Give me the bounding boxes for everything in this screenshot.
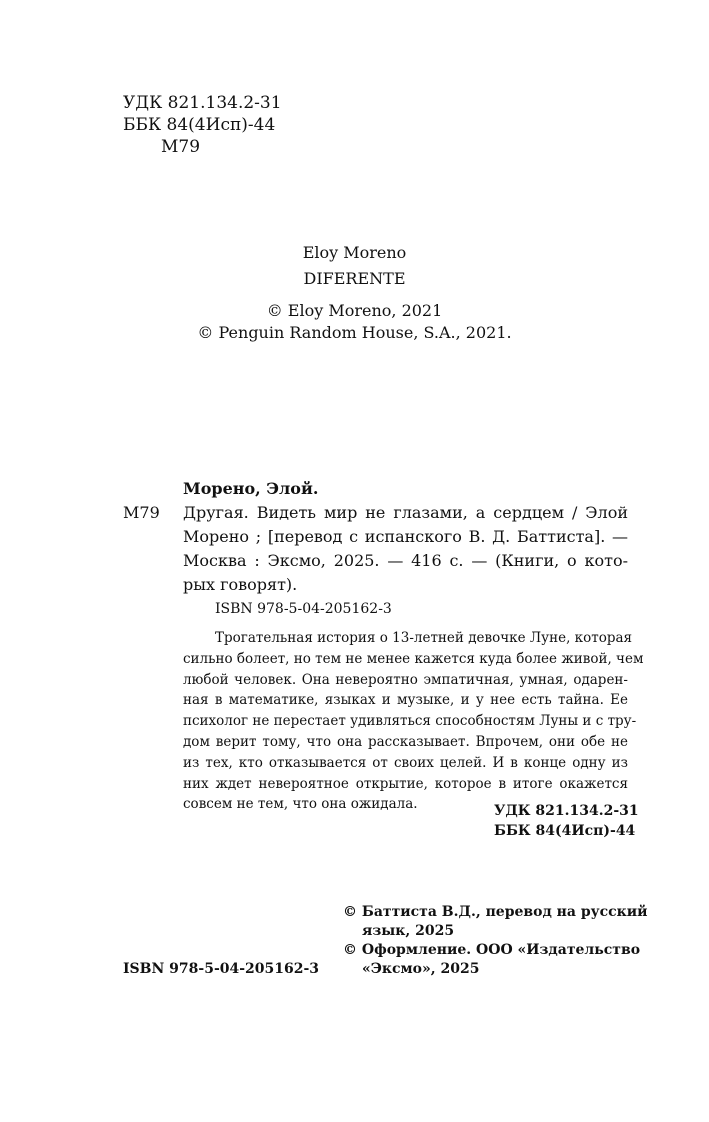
footer-isbn: ISBN 978-5-04-205162-3 xyxy=(123,961,320,977)
annotation-line: психолог не перестает удивляться способностям Луны и с тру- xyxy=(183,713,637,730)
annotation-line: ная в математике, языках и музыке, и у нее есть тайна. Ее xyxy=(183,692,628,709)
bottom-classification-codes xyxy=(494,801,639,841)
design-copyright-line: «Эксмо», 2025 xyxy=(362,961,480,977)
annotation-line: любой человек. Она невероятно эмпатичная, умная, одарен- xyxy=(183,671,628,688)
annotation-line: Трогательная история о 13-летней девочке Луне, которая xyxy=(215,630,633,646)
copyright-author: © Eloy Moreno, 2021 xyxy=(266,301,443,320)
design-copyright-line: © Оформление. ООО «Издательство xyxy=(343,942,641,958)
catalog-entry xyxy=(123,477,628,597)
copyright-publisher: © Penguin Random House, S.A., 2021. xyxy=(197,323,512,342)
russian-edition-copyrights xyxy=(343,903,648,979)
classification-codes xyxy=(123,92,282,158)
bottom-udk-code: УДК 821.134.2-31 xyxy=(494,803,639,819)
original-edition xyxy=(0,240,709,344)
original-title: DIFERENTE xyxy=(303,269,406,288)
catalog-description-line: Москва : Эксмо, 2025. — 416 с. — (Книги, о кото- xyxy=(183,551,628,570)
annotation xyxy=(183,628,644,815)
catalog-author-mark: М79 xyxy=(123,503,160,522)
annotation-line: из тех, кто отказывается от своих целей. И в конце одну из xyxy=(183,754,628,771)
original-author: Eloy Moreno xyxy=(302,243,407,262)
catalog-description-line: рых говорят). xyxy=(183,575,298,594)
annotation-line: дом верит тому, что она рассказывает. Впрочем, они обе не xyxy=(183,733,628,750)
annotation-line: совсем не тем, что она ожидала. xyxy=(183,796,418,813)
bbk-code: ББК 84(4Исп)-44 xyxy=(123,115,276,135)
bottom-bbk-code: ББК 84(4Исп)-44 xyxy=(494,823,636,839)
catalog-description xyxy=(183,501,628,597)
catalog-description-line: Другая. Видеть мир не глазами, а сердцем / Элой xyxy=(183,503,628,522)
catalog-author-heading: Морено, Элой. xyxy=(183,479,319,498)
author-mark: М79 xyxy=(161,137,201,157)
udk-code: УДК 821.134.2-31 xyxy=(123,93,282,113)
translation-copyright-line: © Баттиста В.Д., перевод на русский xyxy=(343,904,648,920)
translation-copyright-line: язык, 2025 xyxy=(362,923,455,939)
annotation-line: сильно болеет, но тем не менее кажется куда более живой, чем xyxy=(183,650,644,667)
annotation-line: них ждет невероятное открытие, которое в итоге окажется xyxy=(183,775,628,792)
catalog-description-line: Морено ; [перевод с испанского В. Д. Баттиста]. — xyxy=(183,527,628,546)
catalog-isbn: ISBN 978-5-04-205162-3 xyxy=(215,601,392,617)
